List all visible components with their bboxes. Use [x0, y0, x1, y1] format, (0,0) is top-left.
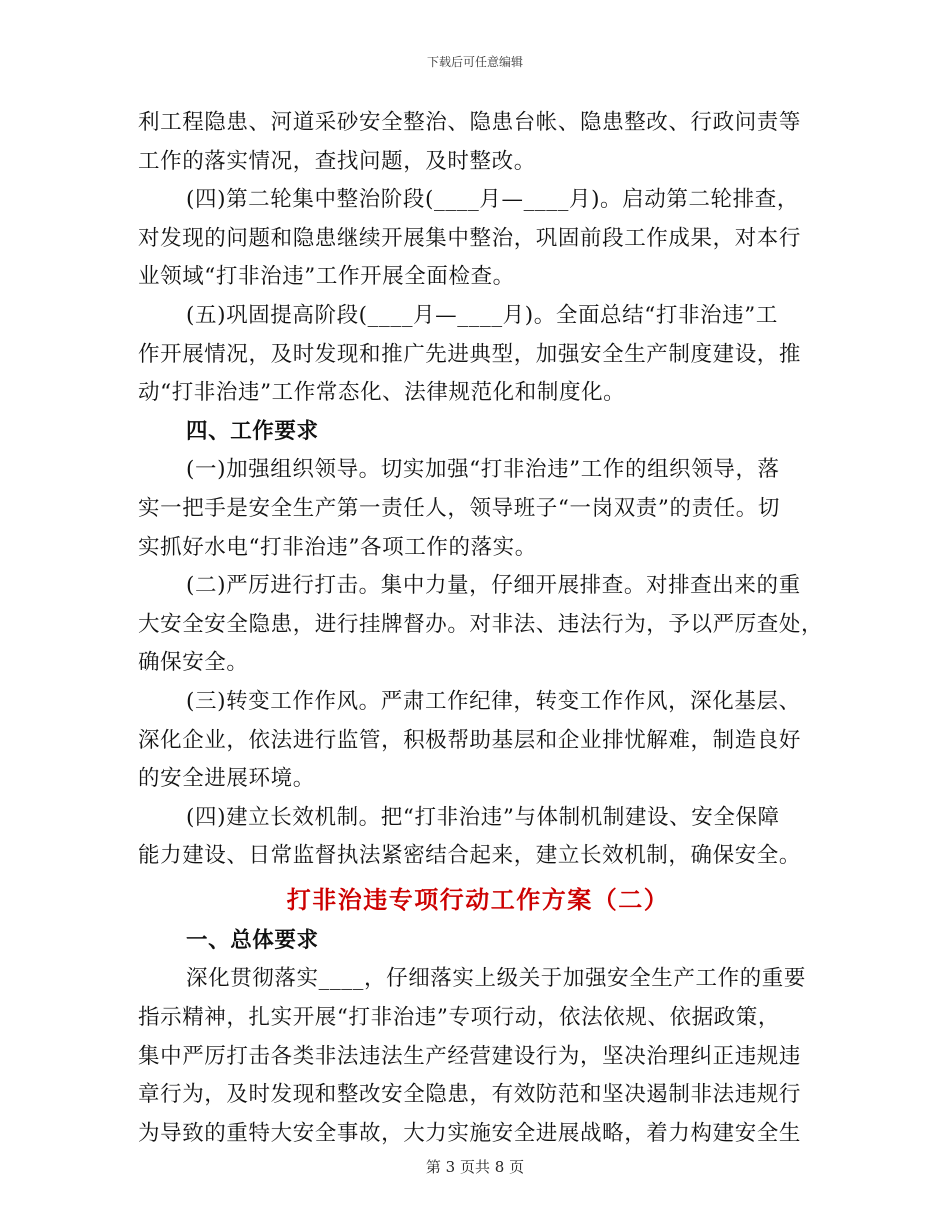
paragraph-line: (一)加强组织领导。切实加强“打非治违”工作的组织领导，落 [186, 457, 780, 483]
paragraph-line: 能力建设、日常监督执法紧密结合起来，建立长效机制，确保安全。 [138, 843, 802, 869]
paragraph-line: 工作的落实情况，查找问题，及时整改。 [138, 148, 536, 174]
header-note: 下载后可任意编辑 [426, 55, 523, 69]
paragraph-line: 深化贯彻落实____，仔细落实上级关于加强安全生产工作的重要 [186, 966, 807, 992]
paragraph-line: 章行为，及时发现和整改安全隐患，有效防范和坚决遏制非法违规行 [138, 1082, 802, 1108]
paragraph-line: (四)建立长效机制。把“打非治违”与体制机制建设、安全保障 [186, 804, 780, 830]
paragraph-line: 的安全进展环境。 [138, 766, 315, 792]
paragraph-line: 利工程隐患、河道采砂安全整治、隐患台帐、隐患整改、行政问责等 [138, 110, 802, 135]
paragraph-line: 动“打非治违”工作常态化、法律规范化和制度化。 [138, 380, 626, 406]
page-footer: 第 3 页共 8 页 [425, 1158, 525, 1176]
paragraph-line: (三)转变工作作风。严肃工作纪律，转变工作作风，深化基层、 [186, 688, 801, 714]
paragraph-line: 作开展情况，及时发现和推广先进典型，加强安全生产制度建设，推 [138, 341, 802, 367]
paragraph-line: 业领域“打非治违”工作开展全面检查。 [138, 264, 515, 290]
paragraph-line: 指示精神，扎实开展“打非治违”专项行动，依法依规、依据政策， [138, 1005, 780, 1031]
paragraph-line: 实抓好水电“打非治违”各项工作的落实。 [138, 534, 537, 560]
section-heading: 一、总体要求 [186, 927, 319, 953]
paragraph-line: (五)巩固提高阶段(____月—____月)。全面总结“打非治违”工 [186, 302, 778, 328]
paragraph-line: 对发现的问题和隐患继续开展集中整治，巩固前段工作成果，对本行 [138, 225, 802, 251]
paragraph-line: 集中严厉打击各类非法违法生产经营建设行为，坚决治理纠正违规违 [138, 1043, 802, 1069]
section-heading: 四、工作要求 [186, 418, 319, 444]
paragraph-line: 深化企业，依法进行监管，积极帮助基层和企业排忧解难，制造良好 [138, 727, 802, 753]
paragraph-line: 确保安全。 [138, 650, 249, 676]
paragraph-line: 为导致的重特大安全事故，大力实施安全进展战略，着力构建安全生 [138, 1120, 802, 1146]
document-body [138, 104, 824, 1153]
paragraph-line: (四)第二轮集中整治阶段(____月—____月)。启动第二轮排查， [186, 187, 799, 213]
paragraph-line: (二)严厉进行打击。集中力量，仔细开展排查。对排查出来的重 [186, 573, 801, 599]
paragraph-line: 实一把手是安全生产第一责任人，领导班子“一岗双责”的责任。切 [138, 495, 780, 521]
paragraph-line: 大安全安全隐患，进行挂牌督办。对非法、违法行为，予以严厉查处， [138, 611, 824, 637]
document-title: 打非治违专项行动工作方案（二） [286, 884, 670, 914]
